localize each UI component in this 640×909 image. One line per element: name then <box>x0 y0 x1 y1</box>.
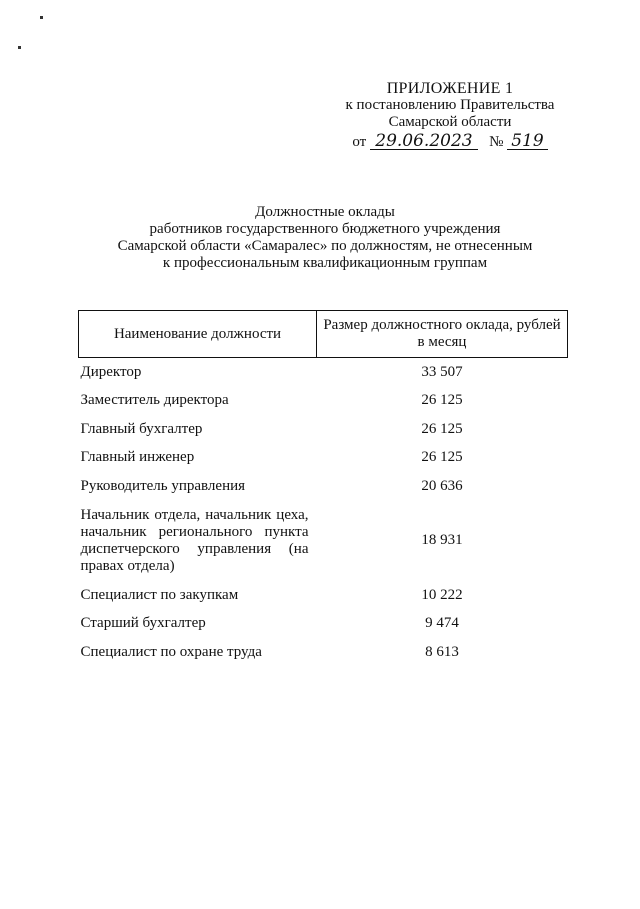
table-row <box>79 386 568 415</box>
table-row <box>79 581 568 610</box>
position-cell: Главный инженер <box>80 449 195 466</box>
table-row <box>79 638 568 667</box>
salary-cell: 26 125 <box>421 392 463 409</box>
table-row <box>79 472 568 501</box>
scan-mark <box>40 16 43 19</box>
appendix-block <box>330 80 570 151</box>
heading-line-3: Самарской области «Самаралес» по должностям, не отнесенным <box>117 238 533 254</box>
position-cell: Специалист по закупкам <box>80 586 239 603</box>
salary-cell: 26 125 <box>421 449 463 466</box>
salary-cell: 33 507 <box>421 363 463 380</box>
table-row <box>79 610 568 639</box>
appendix-line-1: к постановлению Правительства <box>345 97 555 113</box>
position-cell: Заместитель директора <box>80 392 229 409</box>
table-header-row <box>79 311 568 358</box>
handwritten-date: 29.06.2023 <box>370 133 478 150</box>
table-row <box>79 415 568 444</box>
salary-cell: 8 613 <box>425 644 459 661</box>
salary-table <box>78 310 568 667</box>
appendix-title: ПРИЛОЖЕНИЕ 1 <box>386 80 514 97</box>
position-cell: Руководитель управления <box>80 478 246 495</box>
position-cell: Старший бухгалтер <box>80 615 206 632</box>
salary-cell: 20 636 <box>421 478 463 495</box>
date-number-line <box>330 133 570 151</box>
heading-line-2: работников государственного бюджетного учреждения <box>149 221 501 237</box>
table-row <box>79 358 568 387</box>
header-salary: Размер должностного оклада, рублей в месяц <box>317 311 568 358</box>
date-prefix: от <box>352 134 367 150</box>
position-cell: Специалист по охране труда <box>80 644 262 661</box>
position-cell: Главный бухгалтер <box>80 420 203 437</box>
position-cell: Начальник отдела, начальник цеха, начальник регионального пункта диспетчерского управления (на правах отдела) <box>80 506 309 574</box>
heading-line-4: к профессиональным квалификационным группам <box>162 255 488 271</box>
handwritten-number: 519 <box>507 133 547 150</box>
appendix-line-2: Самарской области <box>388 114 512 130</box>
heading-line-1: Должностные оклады <box>255 204 395 220</box>
salary-cell: 10 222 <box>421 586 463 603</box>
header-position: Наименование должности <box>79 311 317 358</box>
salary-cell: 26 125 <box>421 420 463 437</box>
table-row <box>79 501 568 581</box>
number-prefix: № <box>489 134 504 150</box>
scan-mark <box>18 46 21 49</box>
table-row <box>79 444 568 473</box>
salary-cell: 9 474 <box>425 615 459 632</box>
document-heading <box>80 204 570 272</box>
position-cell: Директор <box>80 363 142 380</box>
salary-cell: 18 931 <box>421 532 463 549</box>
